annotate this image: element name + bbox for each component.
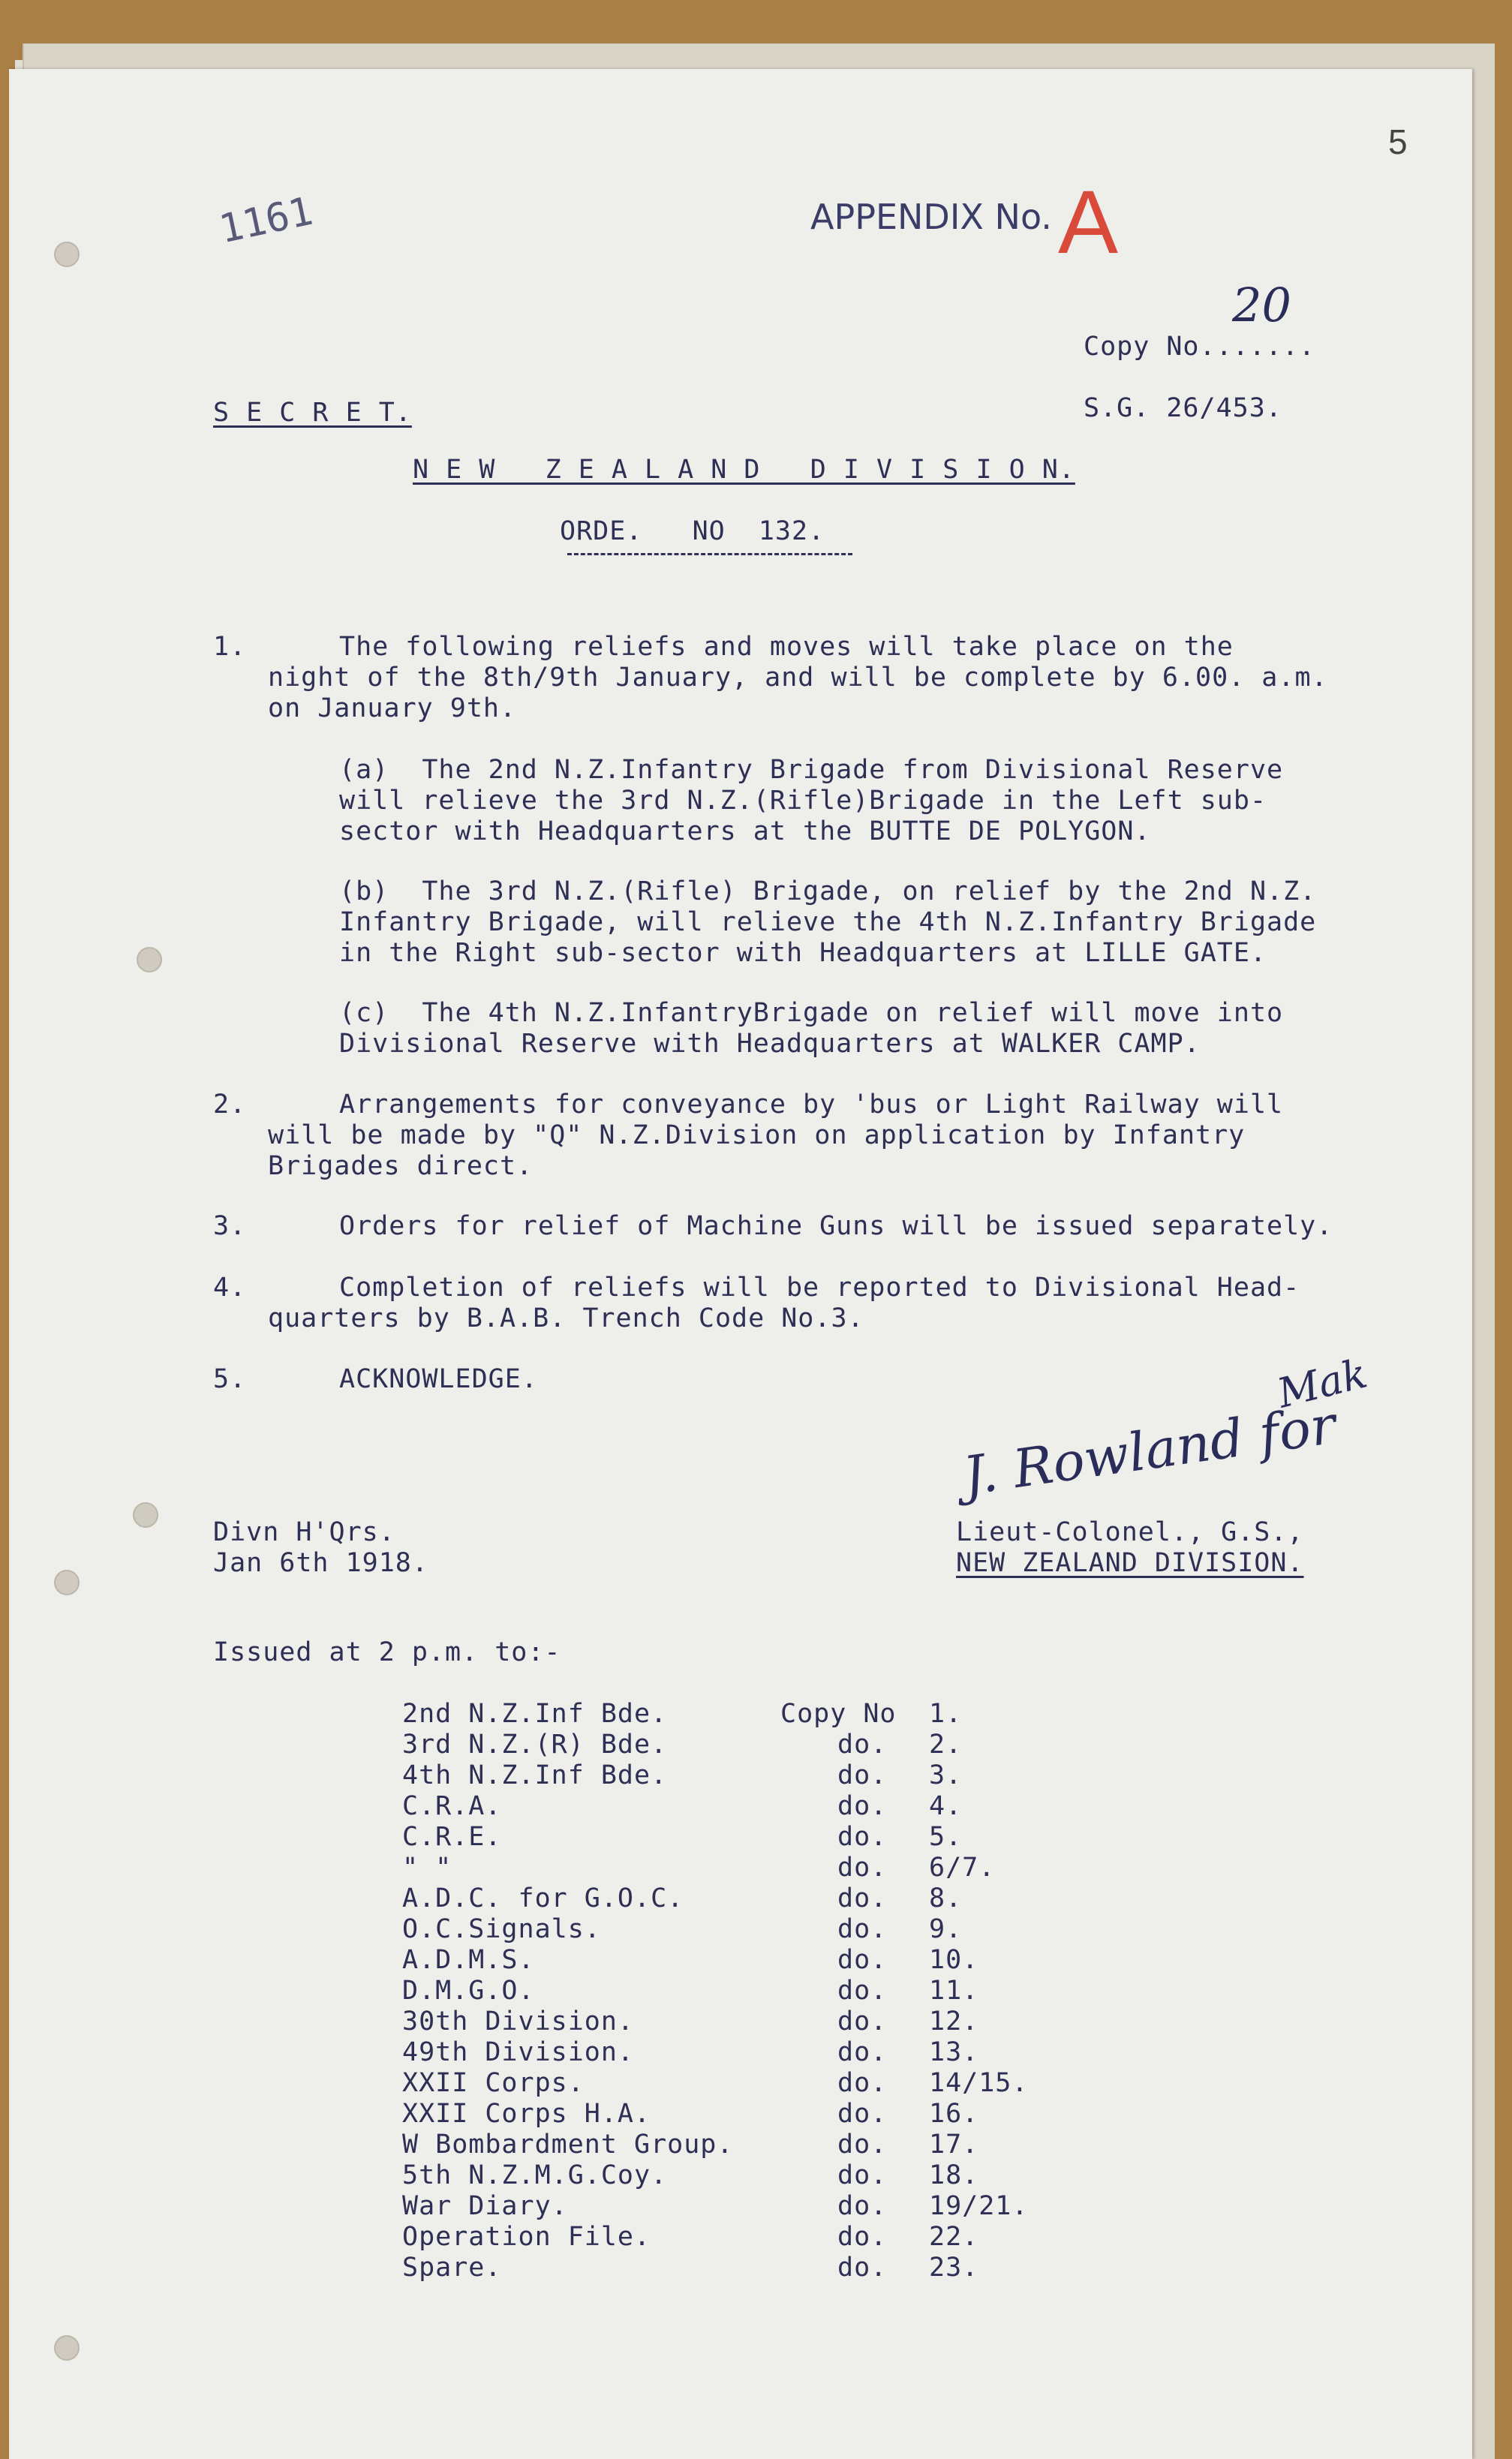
distribution-unit: 2nd N.Z.Inf Bde. xyxy=(402,1699,668,1729)
paragraph-number: 5. xyxy=(213,1364,247,1394)
subparagraph-line: Infantry Brigade, will relieve the 4th N.Z.Infantry Brigade xyxy=(339,907,1317,937)
document-page xyxy=(9,69,1472,2459)
distribution-ditto: do. xyxy=(837,2222,888,2252)
subparagraph-line: will relieve the 3rd N.Z.(Rifle)Brigade in the Left sub- xyxy=(339,786,1267,816)
distribution-copy: 11. xyxy=(929,1976,979,2006)
distribution-ditto: do. xyxy=(837,1730,888,1760)
classification: S E C R E T. xyxy=(213,398,412,428)
distribution-unit: 4th N.Z.Inf Bde. xyxy=(402,1760,668,1790)
copy-number-handwritten: 20 xyxy=(1232,278,1291,332)
distribution-unit: War Diary. xyxy=(402,2191,568,2221)
subparagraph-line: (a) The 2nd N.Z.Infantry Brigade from Divisional Reserve xyxy=(339,755,1284,785)
distribution-ditto: do. xyxy=(837,1760,888,1790)
title-rule xyxy=(567,553,852,555)
distribution-copy: 10. xyxy=(929,1945,979,1975)
subparagraph-line: (b) The 3rd N.Z.(Rifle) Brigade, on relief by the 2nd N.Z. xyxy=(339,876,1317,906)
handwritten-signature: J. Rowland for xyxy=(959,1393,1339,1508)
paragraph-line: Brigades direct. xyxy=(268,1151,534,1181)
distribution-ditto: Copy No xyxy=(780,1699,897,1729)
distribution-ditto: do. xyxy=(837,1945,888,1975)
distribution-copy: 12. xyxy=(929,2007,979,2037)
distribution-copy: 8. xyxy=(929,1883,963,1913)
reference-number: S.G. 26/453. xyxy=(1084,393,1282,423)
distribution-unit: Operation File. xyxy=(402,2222,651,2252)
distribution-unit: D.M.G.O. xyxy=(402,1976,535,2006)
distribution-copy: 4. xyxy=(929,1791,963,1821)
distribution-copy: 14/15. xyxy=(929,2068,1029,2098)
distribution-copy: 3. xyxy=(929,1760,963,1790)
handwritten-initials: Mak xyxy=(1273,1349,1372,1417)
subparagraph-line: in the Right sub-sector with Headquarters at LILLE GATE. xyxy=(339,938,1267,968)
origin-line: Divn H'Qrs. xyxy=(213,1517,395,1547)
distribution-copy: 18. xyxy=(929,2160,979,2190)
signatory-rank: Lieut-Colonel., G.S., xyxy=(956,1517,1304,1547)
distribution-unit: W Bombardment Group. xyxy=(402,2130,734,2160)
distribution-ditto: do. xyxy=(837,1914,888,1944)
distribution-ditto: do. xyxy=(837,2007,888,2037)
punch-hole xyxy=(54,1570,80,1595)
distribution-copy: 2. xyxy=(929,1730,963,1760)
paragraph-line: quarters by B.A.B. Trench Code No.3. xyxy=(268,1303,864,1333)
distribution-ditto: do. xyxy=(837,2160,888,2190)
paragraph-line: night of the 8th/9th January, and will be complete by 6.00. a.m. xyxy=(268,663,1328,693)
signatory-unit: NEW ZEALAND DIVISION. xyxy=(956,1548,1304,1578)
distribution-unit: A.D.M.S. xyxy=(402,1945,535,1975)
subparagraph-line: (c) The 4th N.Z.InfantryBrigade on relief will move into xyxy=(339,998,1284,1028)
distribution-copy: 16. xyxy=(929,2099,979,2129)
distribution-ditto: do. xyxy=(837,2253,888,2283)
distribution-ditto: do. xyxy=(837,2130,888,2160)
distribution-copy: 9. xyxy=(929,1914,963,1944)
copy-label: Copy No....... xyxy=(1084,332,1316,362)
paragraph-line: Arrangements for conveyance by 'bus or Light Railway will xyxy=(339,1090,1284,1120)
appendix-label: APPENDIX No. xyxy=(810,197,1052,237)
punch-hole xyxy=(137,947,162,972)
paragraph-line: Orders for relief of Machine Guns will be issued separately. xyxy=(339,1211,1333,1241)
distribution-ditto: do. xyxy=(837,2191,888,2221)
distribution-ditto: do. xyxy=(837,1976,888,2006)
distribution-unit: 30th Division. xyxy=(402,2007,635,2037)
distribution-copy: 1. xyxy=(929,1699,963,1729)
distribution-copy: 23. xyxy=(929,2253,979,2283)
punch-hole xyxy=(54,2335,80,2361)
issued-line: Issued at 2 p.m. to:- xyxy=(213,1637,561,1667)
subparagraph-line: sector with Headquarters at the BUTTE DE POLYGON. xyxy=(339,816,1151,846)
distribution-unit: 5th N.Z.M.G.Coy. xyxy=(402,2160,668,2190)
distribution-ditto: do. xyxy=(837,2068,888,2098)
subparagraph-line: Divisional Reserve with Headquarters at WALKER CAMP. xyxy=(339,1029,1201,1059)
paragraph-number: 1. xyxy=(213,632,247,662)
distribution-copy: 5. xyxy=(929,1822,963,1852)
paragraph-number: 4. xyxy=(213,1273,247,1303)
distribution-copy: 6/7. xyxy=(929,1853,996,1883)
punch-hole xyxy=(133,1502,158,1528)
distribution-copy: 13. xyxy=(929,2037,979,2067)
paragraph-number: 3. xyxy=(213,1211,247,1241)
distribution-copy: 17. xyxy=(929,2130,979,2160)
paragraph-line: ACKNOWLEDGE. xyxy=(339,1364,538,1394)
distribution-ditto: do. xyxy=(837,1883,888,1913)
distribution-unit: " " xyxy=(402,1853,452,1883)
distribution-unit: C.R.E. xyxy=(402,1822,502,1852)
division-title: N E W Z E A L A N D D I V I S I O N. xyxy=(413,455,1075,485)
appendix-letter: A xyxy=(1058,172,1119,272)
distribution-unit: C.R.A. xyxy=(402,1791,502,1821)
distribution-unit: A.D.C. for G.O.C. xyxy=(402,1883,684,1913)
distribution-unit: 49th Division. xyxy=(402,2037,635,2067)
distribution-ditto: do. xyxy=(837,1791,888,1821)
distribution-copy: 19/21. xyxy=(929,2191,1029,2221)
origin-date: Jan 6th 1918. xyxy=(213,1548,428,1578)
paragraph-line: will be made by "Q" N.Z.Division on application by Infantry xyxy=(268,1120,1246,1150)
distribution-ditto: do. xyxy=(837,2037,888,2067)
distribution-unit: O.C.Signals. xyxy=(402,1914,601,1944)
distribution-ditto: do. xyxy=(837,2099,888,2129)
distribution-ditto: do. xyxy=(837,1853,888,1883)
distribution-unit: XXII Corps. xyxy=(402,2068,585,2098)
distribution-unit: Spare. xyxy=(402,2253,502,2283)
distribution-unit: XXII Corps H.A. xyxy=(402,2099,651,2129)
page-number: 5 xyxy=(1388,122,1408,161)
distribution-copy: 22. xyxy=(929,2222,979,2252)
paragraph-line: on January 9th. xyxy=(268,693,517,723)
order-title: ORDE. NO 132. xyxy=(560,516,825,546)
distribution-ditto: do. xyxy=(837,1822,888,1852)
paragraph-line: Completion of reliefs will be reported to Divisional Head- xyxy=(339,1273,1300,1303)
paragraph-line: The following reliefs and moves will take place on the xyxy=(339,632,1234,662)
stamp-number: 1161 xyxy=(215,188,317,253)
paragraph-number: 2. xyxy=(213,1090,247,1120)
distribution-unit: 3rd N.Z.(R) Bde. xyxy=(402,1730,668,1760)
punch-hole xyxy=(54,242,80,267)
